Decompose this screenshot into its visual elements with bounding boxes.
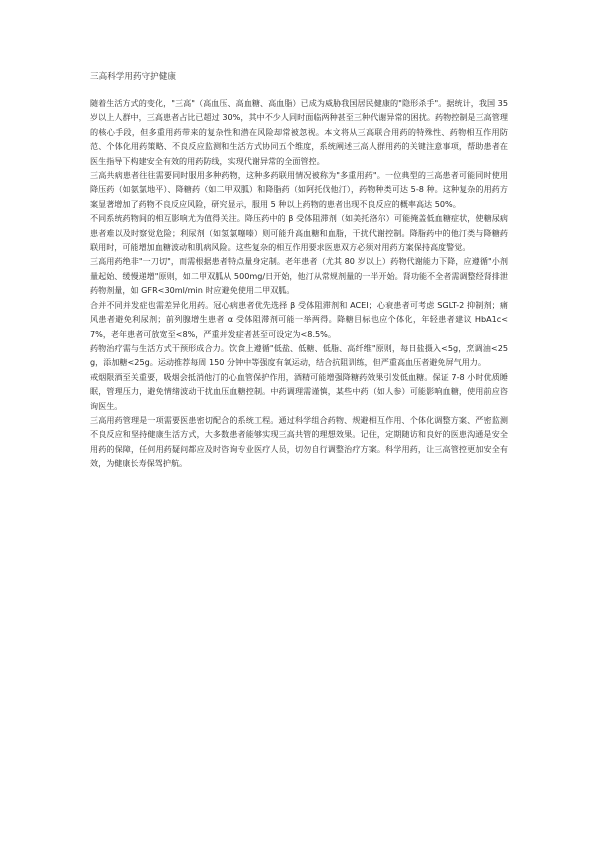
paragraph-complications: 合并不同并发症也需差异化用药。冠心病患者优先选择 β 受体阻滞剂和 ACEI；心衰患者可考虑 SGLT-2 抑制剂；痛风患者避免利尿剂；前列腺增生患者 α 受体阻滞剂可能一举两得。降糖目标也应个体化，年轻患者建议 HbA1c<7%，老年患者可放宽至<8%，严重并发症者甚至可设定为<8.5%。 (90, 299, 508, 339)
paragraph-habits: 戒烟限酒至关重要，吸烟会抵消他汀的心血管保护作用，酒精可能增强降糖药效果引发低血糖。保证 7-8 小时优质睡眠，管理压力，避免情绪波动干扰血压血糖控制。中药调理需谨慎，某些中药（如人参）可能影响血糖，使用前应咨询医生。 (90, 371, 508, 411)
paragraph-lifestyle: 药物治疗需与生活方式干预形成合力。饮食上遵循"低盐、低糖、低脂、高纤维"原则，每日盐摄入<5g，烹调油<25g，添加糖<25g。运动推荐每周 150 分钟中等强度有氧运动，结合抗阻训练，但严重高血压者避免屏气用力。 (90, 342, 508, 368)
document-title: 三高科学用药守护健康 (90, 72, 176, 82)
paragraph-drug-interactions: 不同系统药物间的相互影响尤为值得关注。降压药中的 β 受体阻滞剂（如美托洛尔）可能掩盖低血糖症状，使糖尿病患者难以及时察觉危险；利尿剂（如氢氯噻嗪）则可能升高血糖和血脂，干扰代谢控制。降脂药中的他汀类与降糖药联用时，可能增加血糖波动和肌病风险。这些复杂的相互作用要求医患双方必须对用药方案保持高度警觉。 (90, 213, 508, 253)
paragraph-intro: 随着生活方式的变化，"三高"（高血压、高血糖、高血脂）已成为威胁我国居民健康的"隐形杀手"。据统计，我国 35 岁以上人群中，三高患者占比已超过 30%，其中不少人同时面临两种甚至三种代谢异常的困扰。药物控制是三高管理的核心手段，但多重用药带来的复杂性和潜在风险却常被忽视。本文将从三高联合用药的特殊性、药物相互作用防范、个体化用药策略、不良反应监测和生活方式协同五个维度，系统阐述三高人群用药的关键注意事项，帮助患者在医生指导下构建安全有效的用药防线，实现代谢异常的全面管控。 (90, 98, 508, 166)
document-body (90, 96, 508, 471)
paragraph-conclusion: 三高用药管理是一项需要医患密切配合的系统工程。通过科学组合药物、规避相互作用、个体化调整方案、严密监测不良反应和坚持健康生活方式，大多数患者能够实现三高共管的理想效果。记住，定期随访和良好的医患沟通是安全用药的保障，任何用药疑问都应及时咨询专业医疗人员，切勿自行调整治疗方案。科学用药，让三高管控更加安全有效，为健康长寿保驾护航。 (90, 414, 508, 469)
paragraph-individualized-dosing: 三高用药绝非"一刀切"，而需根据患者特点量身定制。老年患者（尤其 80 岁以上）药物代谢能力下降，应遵循"小剂量起始、缓慢递增"原则，如二甲双胍从 500mg/日开始，他汀从常规剂量的一半开始。肾功能不全者需调整经肾排泄药物剂量，如 GFR<30ml/min 时应避免使用二甲双胍。 (90, 256, 508, 296)
paragraph-polypharmacy: 三高共病患者往往需要同时服用多种药物，这种多药联用情况被称为"多重用药"。一位典型的三高患者可能同时使用降压药（如氨氯地平）、降糖药（如二甲双胍）和降脂药（如阿托伐他汀），药物种类可达 5-8 种。这种复杂的用药方案显著增加了药物不良反应风险，研究显示，服用 5 种以上药物的患者出现不良反应的概率高达 50%。 (90, 170, 508, 209)
